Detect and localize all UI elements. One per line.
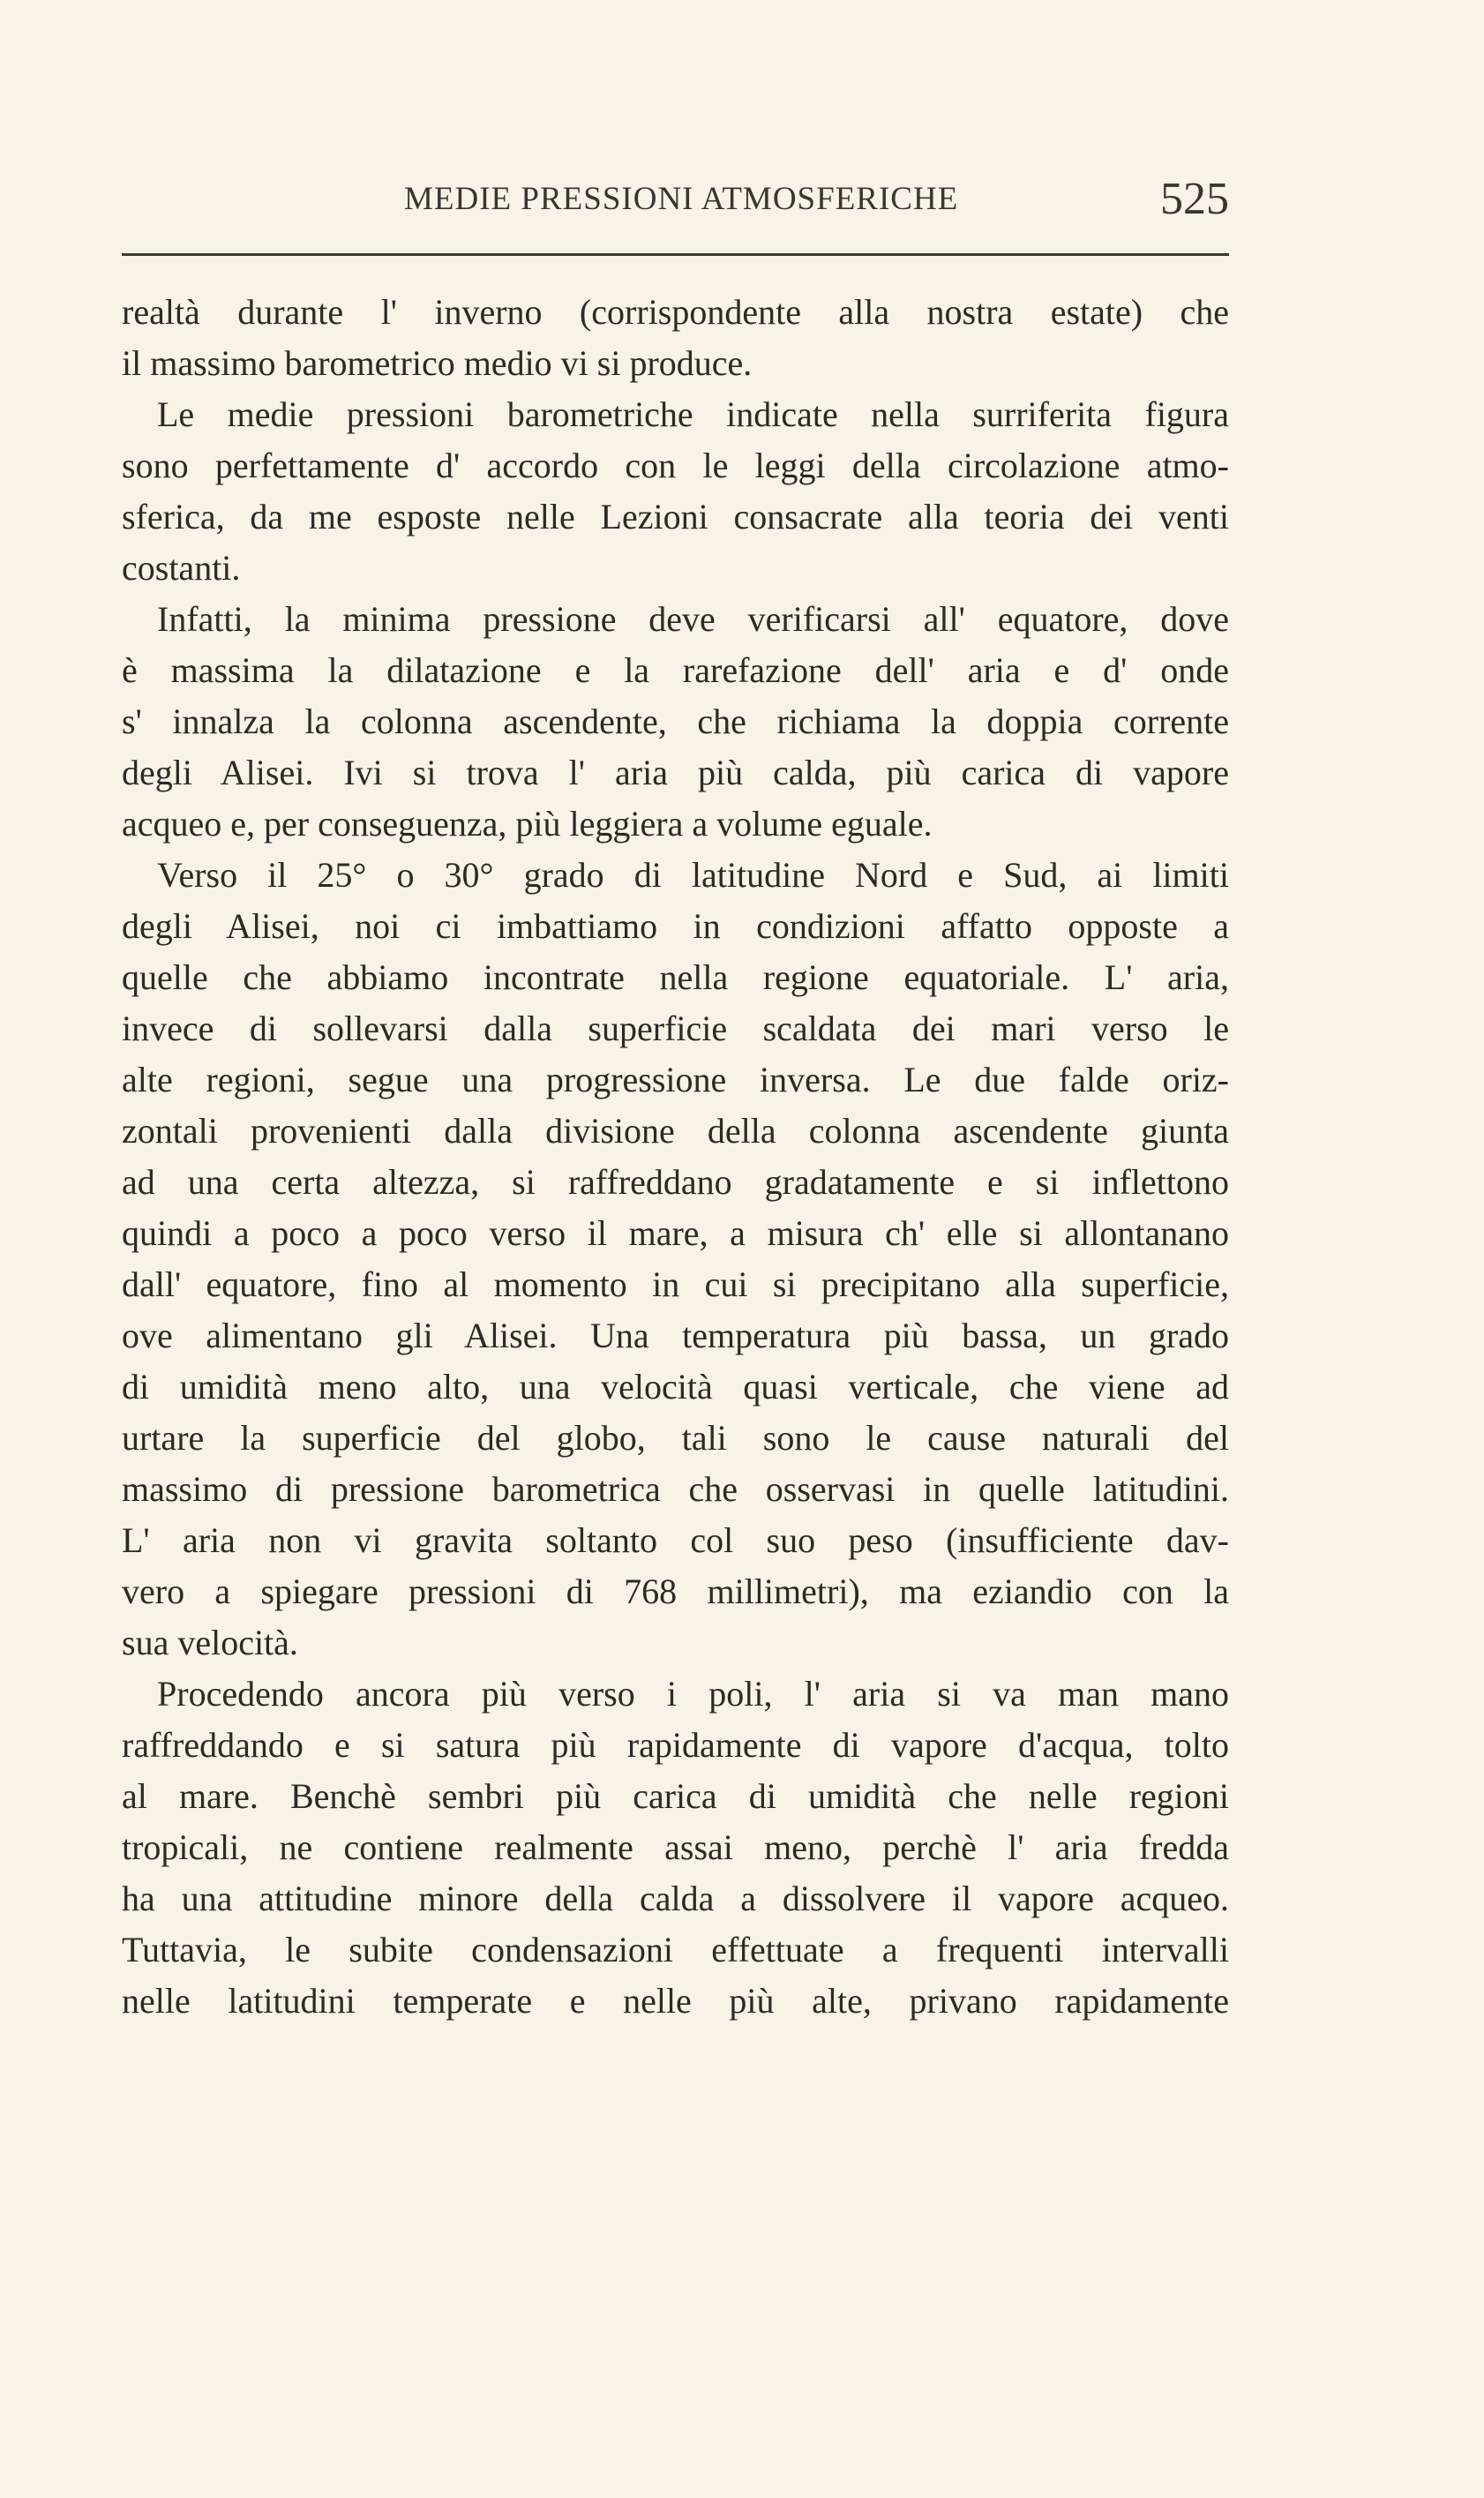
text-line: costanti. xyxy=(122,548,241,588)
text-line: quindi a poco a poco verso il mare, a misura ch' elle si allontanano xyxy=(122,1213,1229,1253)
text-line: ove alimentano gli Alisei. Una temperatura più bassa, un grado xyxy=(122,1316,1229,1355)
text-line: zontali provenienti dalla divisione della colonna ascendente giunta xyxy=(122,1111,1229,1151)
text-line: sono perfettamente d' accordo con le leggi della circolazione atmo- xyxy=(122,446,1229,485)
paragraph-start-line: Le medie pressioni barometriche indicate nella surriferita figura xyxy=(157,394,1229,434)
text-line: realtà durante l' inverno (corrispondente alla nostra estate) che xyxy=(122,292,1229,332)
text-line: al mare. Benchè sembri più carica di umidità che nelle regioni xyxy=(122,1776,1229,1816)
text-line: invece di sollevarsi dalla superficie scaldata dei mari verso le xyxy=(122,1009,1229,1048)
text-line: Tuttavia, le subite condensazioni effettuate a frequenti intervalli xyxy=(122,1930,1229,1969)
text-line: L' aria non vi gravita soltanto col suo peso (insufficiente dav- xyxy=(122,1520,1229,1560)
text-line: dall' equatore, fino al momento in cui si precipitano alla superficie, xyxy=(122,1264,1229,1304)
text-line: acqueo e, per conseguenza, più leggiera a volume eguale. xyxy=(122,804,933,844)
header-rule xyxy=(122,253,1229,256)
text-line: massimo di pressione barometrica che osservasi in quelle latitudini. xyxy=(122,1469,1229,1509)
paragraph-start-line: Verso il 25° o 30° grado di latitudine Nord e Sud, ai limiti xyxy=(157,855,1229,895)
text-line: è massima la dilatazione e la rarefazione dell' aria e d' onde xyxy=(122,650,1229,690)
body-text xyxy=(122,287,1229,2027)
paragraph-start-line: Infatti, la minima pressione deve verificarsi all' equatore, dove xyxy=(157,599,1229,639)
paragraph-start-line: Procedendo ancora più verso i poli, l' aria si va man mano xyxy=(157,1674,1229,1714)
running-head xyxy=(122,174,1229,242)
page-number: 525 xyxy=(1160,174,1229,224)
text-line: degli Alisei. Ivi si trova l' aria più calda, più carica di vapore xyxy=(122,753,1229,792)
text-line: sferica, da me esposte nelle Lezioni consacrate alla teoria dei venti xyxy=(122,497,1229,536)
text-line: urtare la superficie del globo, tali sono le cause naturali del xyxy=(122,1418,1229,1458)
text-line: s' innalza la colonna ascendente, che richiama la doppia corrente xyxy=(122,701,1229,741)
text-line: ad una certa altezza, si raffreddano gradatamente e si inflettono xyxy=(122,1162,1229,1202)
text-line: raffreddando e si satura più rapidamente di vapore d'acqua, tolto xyxy=(122,1725,1229,1765)
text-line: degli Alisei, noi ci imbattiamo in condizioni affatto opposte a xyxy=(122,906,1229,946)
text-line: quelle che abbiamo incontrate nella regione equatoriale. L' aria, xyxy=(122,957,1229,997)
text-line: il massimo barometrico medio vi si produce. xyxy=(122,343,753,383)
text-line: di umidità meno alto, una velocità quasi verticale, che viene ad xyxy=(122,1367,1229,1407)
text-line: tropicali, ne contiene realmente assai meno, perchè l' aria fredda xyxy=(122,1827,1229,1867)
text-line: alte regioni, segue una progressione inversa. Le due falde oriz- xyxy=(122,1060,1229,1099)
text-line: nelle latitudini temperate e nelle più alte, privano rapidamente xyxy=(122,1981,1229,2021)
text-line: ha una attitudine minore della calda a dissolvere il vapore acqueo. xyxy=(122,1879,1229,1918)
running-title: MEDIE PRESSIONI ATMOSFERICHE xyxy=(404,181,959,217)
text-line: vero a spiegare pressioni di 768 millimetri), ma eziandio con la xyxy=(122,1572,1229,1611)
text-line: sua velocità. xyxy=(122,1623,298,1662)
